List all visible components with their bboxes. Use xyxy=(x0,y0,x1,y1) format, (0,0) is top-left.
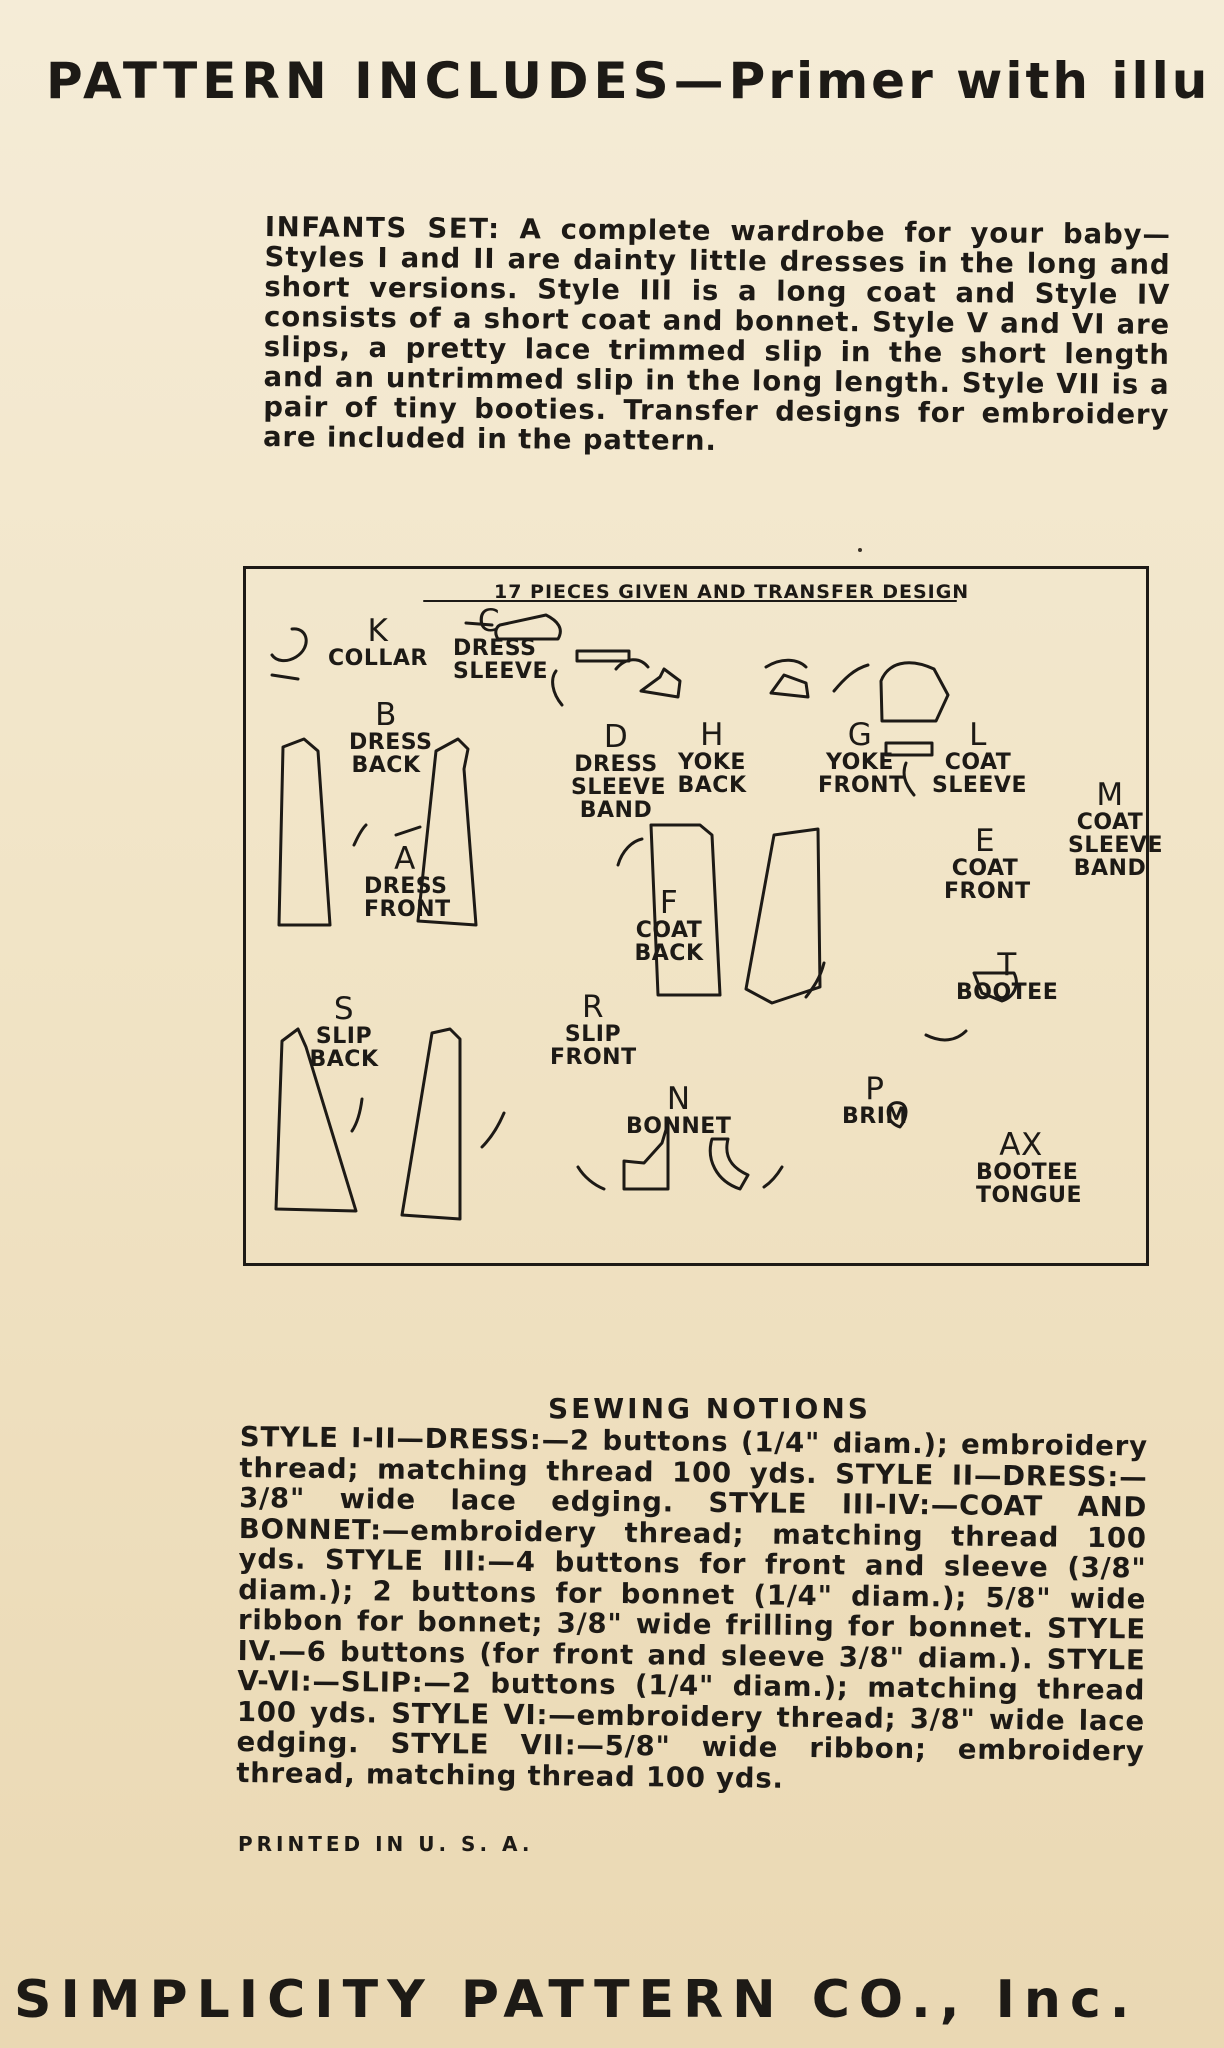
piece-m-name: COAT SLEEVE BAND xyxy=(1068,810,1163,881)
piece-b-letter: B xyxy=(375,697,397,733)
piece-c-letter: C xyxy=(477,603,501,639)
brim-arrow xyxy=(764,1167,782,1187)
page-header xyxy=(46,52,1224,110)
header-dash: — xyxy=(673,52,729,110)
piece-b-name: DRESS BACK xyxy=(349,730,433,778)
piece-d xyxy=(571,719,666,823)
piece-ax-name: BOOTEE TONGUE xyxy=(976,1160,1083,1208)
piece-l xyxy=(932,717,1027,798)
coat-sleeve-shape xyxy=(881,663,948,721)
notions-text: STYLE I-II—DRESS:—2 buttons (1/4" diam.); embroidery thread; matching thread 100 yds. STYLE II—DRESS:—3/8" wide lace edging. STYLE III-IV:—COAT AND BONNET:—embroidery thread; matching thread 100 yds. STYLE III:—4 buttons for front and sleeve (3/8" diam.); 2 buttons for bonnet (1/4" diam.); 5/8" wide ribbon for bonnet; 3/8" wide frilling for bonnet. STYLE IV.—6 buttons (for front and sleeve 3/8" diam.). STYLE V-VI:—SLIP:—2 buttons (1/4" diam.); matching thread 100 yds. STYLE VI:—embroidery thread; 3/8" wide lace edging. STYLE VII:—5/8" wide ribbon; embroidery thread, matching thread 100 yds. xyxy=(236,1421,1148,1795)
collar-shape xyxy=(272,629,306,661)
publisher-footer: SIMPLICITY PATTERN CO., Inc. xyxy=(14,1970,1139,2030)
piece-p-letter: P xyxy=(865,1071,885,1107)
piece-r xyxy=(550,991,636,1069)
intro-lead: INFANTS SET: xyxy=(264,211,501,246)
slip-front-shape xyxy=(402,1029,460,1219)
brim-shape xyxy=(710,1139,748,1189)
piece-c xyxy=(453,603,548,684)
pattern-pieces-diagram xyxy=(243,566,1163,1266)
piece-l-name: COAT SLEEVE xyxy=(932,750,1027,798)
piece-m-letter: M xyxy=(1096,777,1124,813)
slip-front-arrow xyxy=(482,1113,504,1147)
intro-paragraph xyxy=(263,212,1171,460)
piece-e-name: COAT FRONT xyxy=(944,856,1031,904)
yoke-front-arrow xyxy=(766,660,806,667)
piece-l-letter: L xyxy=(969,717,987,753)
piece-h xyxy=(677,719,747,797)
piece-e-letter: E xyxy=(974,823,996,859)
coat-sleeve-arrow xyxy=(834,665,868,691)
dress-back-arrow xyxy=(354,825,366,845)
piece-ax xyxy=(976,1127,1083,1208)
coat-sleeve-band-arrow xyxy=(904,763,914,795)
piece-m xyxy=(1068,777,1163,881)
piece-f xyxy=(632,887,706,965)
piece-p-name: BRIM xyxy=(842,1104,908,1129)
piece-a-letter: A xyxy=(394,841,416,877)
yoke-back-shape xyxy=(641,669,680,697)
bonnet-arrow xyxy=(578,1167,604,1189)
piece-e xyxy=(944,823,1031,904)
diagram-title: 17 PIECES GIVEN AND TRANSFER DESIGN xyxy=(494,581,970,603)
piece-g-name: YOKE FRONT xyxy=(818,750,905,798)
piece-a xyxy=(364,841,451,922)
bootee-arrow xyxy=(926,1031,966,1040)
piece-g xyxy=(818,717,905,798)
piece-g-letter: G xyxy=(847,717,873,753)
piece-h-name: YOKE BACK xyxy=(677,750,747,798)
piece-d-letter: D xyxy=(603,719,629,755)
piece-s-name: SLIP BACK xyxy=(309,1024,379,1072)
collar-arrow xyxy=(272,675,298,679)
piece-d-name: DRESS SLEEVE BAND xyxy=(571,752,666,823)
piece-b xyxy=(349,697,433,778)
piece-h-letter: H xyxy=(700,717,724,753)
dress-sleeve-band-shape xyxy=(577,651,629,661)
piece-ax-letter: AX xyxy=(999,1127,1043,1163)
piece-r-letter: R xyxy=(581,989,605,1025)
piece-t-letter: T xyxy=(997,947,1017,983)
notions-title: SEWING NOTIONS xyxy=(548,1392,871,1425)
piece-t-name: BOOTEE xyxy=(956,980,1059,1005)
header-subtitle: Primer with illu xyxy=(728,52,1211,110)
piece-r-name: SLIP FRONT xyxy=(550,1022,637,1070)
piece-t xyxy=(956,949,1058,1004)
piece-n-name: BONNET xyxy=(626,1114,732,1139)
piece-k-letter: K xyxy=(367,613,389,649)
piece-f-name: COAT BACK xyxy=(634,918,704,966)
piece-a-name: DRESS FRONT xyxy=(364,874,451,922)
yoke-front-shape xyxy=(771,675,808,697)
speck xyxy=(858,548,862,552)
piece-s-letter: S xyxy=(333,991,355,1027)
piece-n xyxy=(626,1083,731,1138)
dress-back-shape xyxy=(279,739,330,925)
dress-sleeve-band-arrow xyxy=(553,671,562,705)
piece-f-letter: F xyxy=(659,885,679,921)
dress-front-arrow xyxy=(396,827,420,835)
piece-p xyxy=(842,1073,908,1128)
intro-text: A complete wardrobe for your baby—Styles I and II are dainty little dresses in the long and short versions. Style III is a long coat and Style IV consists of a short coat and bonnet. Style V and VI are slips, a pretty lace trimmed slip in the short length and an untrimmed slip in the long length. Style VII is a pair of tiny booties. Transfer designs for embroidery are included in the pattern. xyxy=(262,213,1171,457)
coat-back-arrow xyxy=(618,839,642,865)
piece-k xyxy=(328,615,428,670)
piece-n-letter: N xyxy=(666,1081,691,1117)
printed-in-usa: PRINTED IN U. S. A. xyxy=(238,1832,534,1856)
piece-s xyxy=(304,993,384,1071)
slip-back-arrow xyxy=(352,1099,362,1131)
piece-k-name: COLLAR xyxy=(328,646,428,671)
header-title: PATTERN INCLUDES xyxy=(46,52,674,110)
coat-front-shape xyxy=(746,829,820,1003)
piece-c-name: DRESS SLEEVE xyxy=(453,636,548,684)
